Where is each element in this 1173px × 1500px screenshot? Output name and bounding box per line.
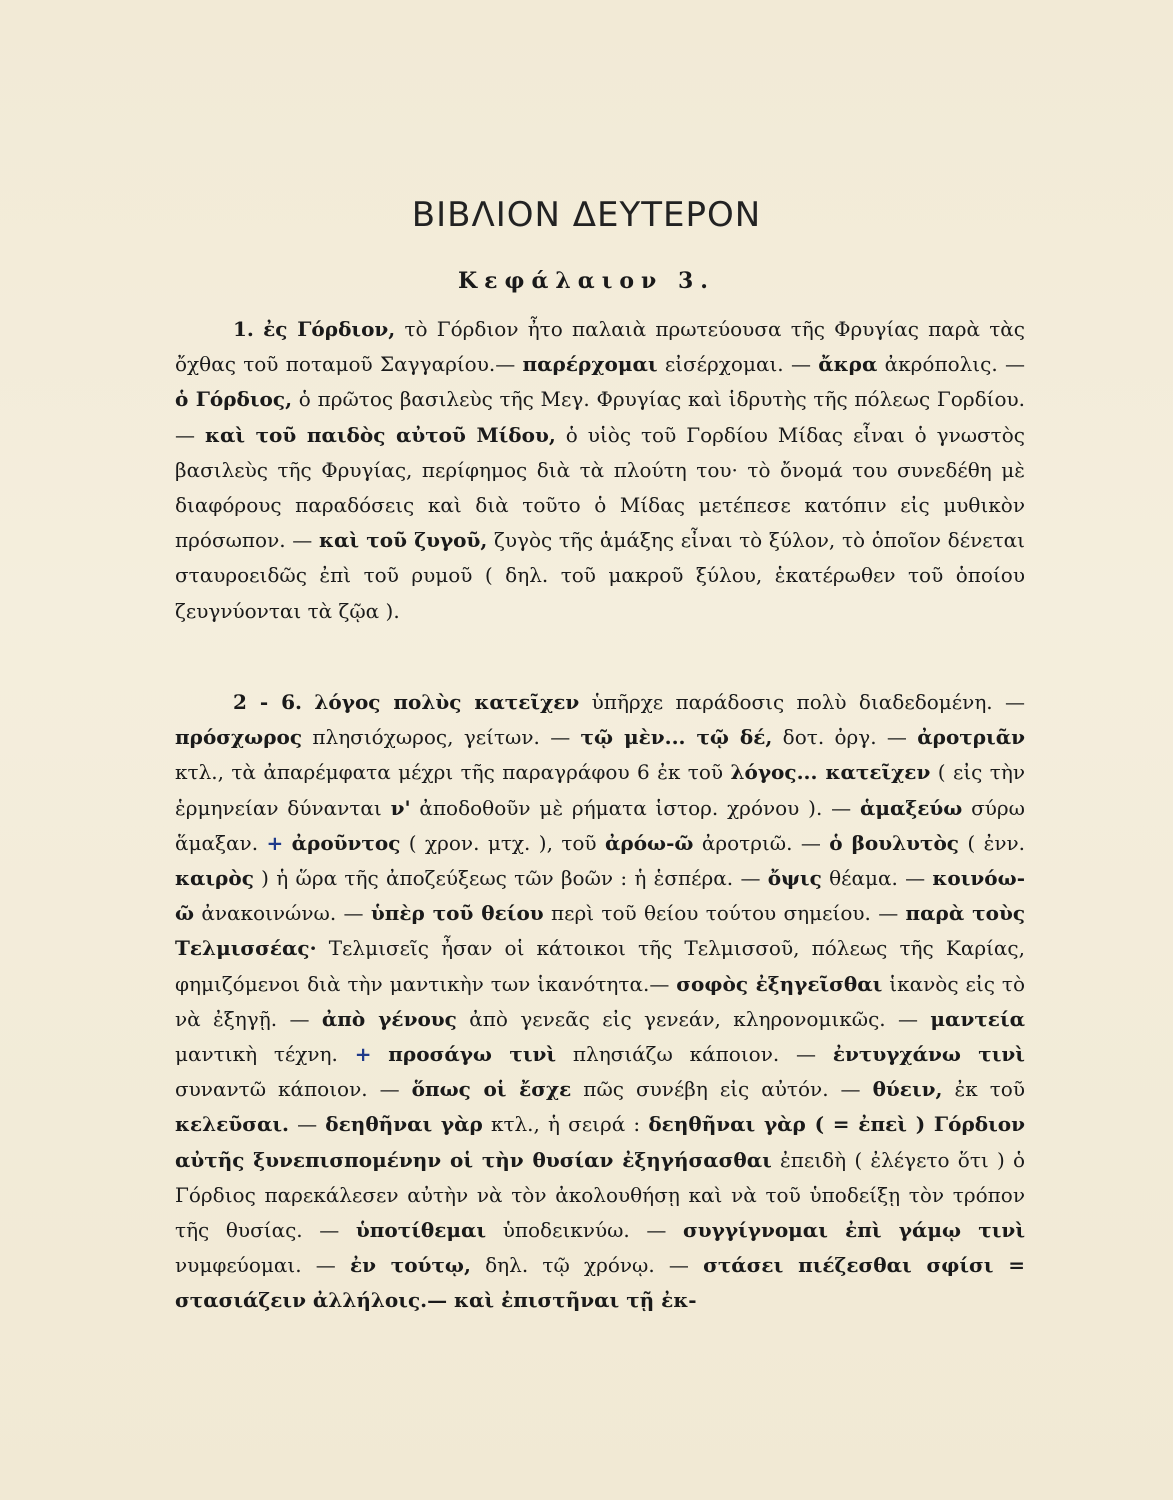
gloss-text: πλησιόχωρος, γείτων. — [302,725,581,750]
lemma-term: θύειν, [872,1077,943,1102]
lemma-term: ἀροτριᾶν [917,725,1025,750]
lemma-term: ὑπὲρ τοῦ θείου [370,901,544,926]
lemma-term: ὄψις [767,866,822,891]
lemma-term: δεηθῆναι γὰρ [325,1112,483,1137]
book-title: ΒΙΒΛΙΟΝ ΔΕΥΤΕΡΟΝ [411,195,762,235]
lemma-term: πρόσχωρος [175,725,303,750]
lemma-term: καὶ τοῦ παιδὸς αὐτοῦ Μίδου, [204,422,556,447]
gloss-text: ὑποδεικνύω. — [486,1218,684,1243]
gloss-text: κτλ., τὰ ἀπαρέμφατα μέχρι τῆς παραγράφου 6 ἐκ τοῦ [175,760,731,785]
lemma-term: μαντεία [930,1006,1026,1031]
lemma-term: προσάγω τινὶ [388,1042,557,1067]
lemma-term: καὶ τοῦ ζυγοῦ, [318,528,488,553]
lemma-term: ὑποτίθεμαι [355,1218,487,1243]
handwritten-mark: + [266,830,284,855]
gloss-text: ἀκρόπολις. — [877,352,1025,377]
gloss-text: Τελμισεῖς ἦσαν οἱ κάτοικοι τῆς Τελμισσοῦ, πόλεως τῆς Καρίας, φημιζόμενοι διὰ τὴν μαντικὴν των ἱκανότητα.— [175,936,1025,996]
lemma-term: κοινόω-ῶ [175,866,1025,926]
lemma-term: τῷ μὲν... τῷ δέ, [580,725,773,750]
lemma-term: ὁ βουλυτὸς [829,830,959,855]
gloss-text: ἀροτριῶ. — [693,830,830,855]
gloss-text: ἐπειδὴ ( ἐλέγετο ὅτι ) ὁ Γόρδιος παρεκάλεσεν αὐτὴν νὰ τὸν ἀκολουθήσῃ καὶ νὰ τοῦ ὑποδείξῃ τὸν τρόπον τῆς θυσίας. — [175,1147,1026,1243]
gloss-text: — [288,1112,326,1137]
lemma-term: καιρὸς [175,866,254,891]
gloss-text: ἀποδοθοῦν μὲ ρήματα ἱστορ. χρόνου ). — [410,795,860,820]
gloss-text: ὁ πρῶτος βασιλεὺς τῆς Μεγ. Φρυγίας καὶ ἱδρυτὴς τῆς πόλεως Γορδίου.— [175,387,1026,447]
paragraph-text [175,685,1025,1319]
gloss-text: πῶς συνέβη εἰς αὐτόν. — [571,1077,873,1102]
gloss-text: ὑπῆρχε παράδοσις πολὺ διαδεδομένη. — [579,690,1026,714]
commentary-paragraph-1 [175,312,1025,629]
gloss-text: ζυγὸς τῆς ἁμάξης εἶναι τὸ ξύλον, τὸ ὁποῖον δένεται σταυροειδῶς ἐπὶ τοῦ ρυμοῦ ( δηλ. τοῦ μακροῦ ξύλου, ἑκατέρωθεν τοῦ ὁποίου ζευγνύονται τὰ ζῷα ). [175,528,1025,623]
lemma-term: 1. [233,317,254,341]
lemma-term: κελεῦσαι. [175,1112,289,1137]
lemma-term: ἄκρα [818,352,878,377]
gloss-text: θέαμα. — [821,866,933,891]
gloss-text: εἰσέρχομαι. — [657,352,819,377]
lemma-term: ἀροῦντος [291,830,401,855]
gloss-text [254,317,263,341]
gloss-text [371,1042,388,1066]
gloss-text: δηλ. τῷ χρόνῳ. — [470,1253,704,1278]
gloss-text: νυμφεύομαι. — [175,1253,350,1278]
gloss-text: ( χρον. μτχ. ), τοῦ [400,830,605,855]
gloss-text: ( ἐνν. [958,830,1025,855]
gloss-text: περὶ τοῦ θείου τούτου σημείου. — [543,901,906,926]
lemma-term: σοφὸς ἐξηγεῖσθαι [676,971,883,996]
gloss-text [283,831,291,855]
lemma-term: 2 - 6. [233,690,303,714]
lemma-term: ν' [390,795,411,820]
lemma-term: ἀπὸ γένους [321,1006,457,1031]
lemma-term: ἁμαξεύω [859,795,963,820]
gloss-text: ἀπὸ γενεᾶς εἰς γενεάν, κληρονομικῶς. — [456,1006,931,1031]
lemma-term: λόγος... κατεῖχεν [730,760,931,785]
lemma-term: ἐς Γόρδιον, [263,317,396,341]
gloss-text [302,690,314,714]
lemma-term: ὅπως οἱ ἔσχε [411,1077,572,1102]
gloss-text: κτλ., ἡ σειρά : [482,1112,649,1137]
gloss-text: ὁ υἱὸς τοῦ Γορδίου Μίδας εἶναι ὁ γνωστὸς βασιλεὺς τῆς Φρυγίας, περίφημος διὰ τὰ πλούτη του· τὸ ὄνομά του συνεδέθη μὲ διαφόρους παραδόσεις καὶ διὰ τοῦτο ὁ Μίδας μετέπεσε κατόπιν εἰς μυθικὸν πρόσωπον. — [175,422,1025,553]
chapter-heading: Κεφάλαιον 3. [458,268,715,294]
lemma-term: λόγος πολὺς κατεῖχεν [314,690,580,714]
gloss-text: δοτ. ὀργ. — [772,725,918,750]
gloss-text: σύρω ἅμαξαν. [175,795,1025,855]
gloss-text: ἐκ τοῦ [942,1077,1025,1102]
lemma-term: δεηθῆναι γὰρ ( = ἐπεὶ ) Γόρδιον αὐτῆς ξυνεπισπομένην οἱ τὴν θυσίαν ἐξηγήσασθαι [175,1112,1025,1172]
lemma-term: παρέρχομαι [522,352,658,377]
lemma-term: ἐντυγχάνω τινὶ [832,1042,1025,1067]
lemma-term: συγγίγνομαι ἐπὶ γάμῳ τινὶ [683,1218,1025,1243]
commentary-paragraph-2 [175,685,1025,1319]
gloss-text: ἀνακοινώνω. — [194,901,371,926]
gloss-text: συναντῶ κάποιον. — [175,1077,412,1102]
handwritten-mark: + [354,1042,372,1067]
gloss-text: τὸ Γόρδιον ἦτο παλαιὰ πρωτεύουσα τῆς Φρυγίας παρὰ τὰς ὄχθας τοῦ ποταμοῦ Σαγγαρίου.— [175,317,1026,377]
lemma-term: ὁ Γόρδιος, [175,387,293,412]
lemma-term: ἐν τούτῳ, [349,1253,471,1278]
gloss-text: πλησιάζω κάποιον. — [556,1042,833,1067]
gloss-text: ἱκανὸς εἰς τὸ νὰ ἐξηγῇ. — [175,971,1025,1031]
paragraph-text [175,312,1025,629]
gloss-text: μαντικὴ τέχνη. [175,1042,355,1067]
lemma-term: στάσει πιέζεσθαι σφίσι = στασιάζειν ἀλλήλοις.— καὶ ἐπιστῆναι τῇ ἐκ- [175,1253,1025,1313]
lemma-term: παρὰ τοὺς Τελμισσέας· [175,901,1026,961]
lemma-term: ἀρόω-ῶ [605,830,694,855]
gloss-text: ) ἡ ὥρα τῆς ἀποζεύξεως τῶν βοῶν : ἡ ἑσπέρα. — [253,866,768,891]
gloss-text: ( εἰς τὴν ἑρμηνείαν δύνανται [175,760,1025,820]
